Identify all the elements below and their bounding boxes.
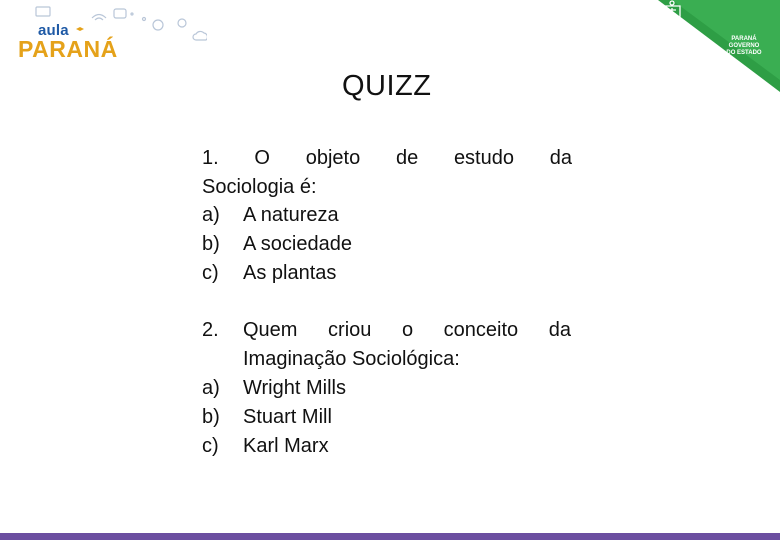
question-2-word: da: [548, 319, 571, 341]
question-2-option-b-letter: b): [202, 406, 220, 428]
question-1-number: 1.: [202, 147, 219, 169]
government-line-3: DO ESTADO: [726, 50, 762, 56]
question-2-option-c-text: Karl Marx: [243, 435, 329, 457]
question-1-option-c-text: As plantas: [243, 262, 337, 284]
question-1-line-2: Sociologia é:: [202, 176, 317, 198]
question-2-line-2: Imaginação Sociológica:: [243, 348, 460, 370]
logo-aula-text: aula: [38, 22, 69, 39]
graduation-cap-icon: [76, 26, 84, 34]
state-emblem-icon: [658, 0, 686, 30]
globe-icon: [153, 20, 163, 30]
question-2-word: conceito: [443, 319, 519, 341]
question-2-word: criou: [328, 319, 372, 341]
question-1-option-b-text: A sociedade: [243, 233, 352, 255]
question-2-option-b-text: Stuart Mill: [243, 406, 332, 428]
question-1-word: da: [549, 147, 572, 169]
gear-icon: [178, 19, 186, 27]
government-line-2: GOVERNO: [728, 43, 760, 49]
logo-parana-text: PARANÁ: [18, 36, 118, 62]
page-title: QUIZZ: [342, 70, 432, 102]
question-2-option-a-letter: a): [202, 377, 220, 399]
question-1-word: estudo: [453, 147, 514, 169]
cloud-icon: [193, 31, 207, 40]
question-2-line-1: [243, 316, 571, 345]
question-1-option-c-letter: c): [202, 262, 219, 284]
question-1-word: de: [395, 147, 419, 169]
government-corner-badge: [658, 0, 780, 92]
question-1-word: O: [254, 147, 270, 169]
question-1-line-1: [202, 144, 572, 173]
laptop-icon: [36, 7, 50, 16]
chat-icon: [114, 9, 126, 18]
question-1-option-a-text: A natureza: [243, 204, 339, 226]
question-2-number: 2.: [202, 319, 219, 341]
question-1-option-a-letter: a): [202, 204, 220, 226]
question-2-option-c-letter: c): [202, 435, 219, 457]
aula-parana-logo: [14, 6, 204, 62]
question-2-word: o: [401, 319, 414, 341]
question-2-option-a-text: Wright Mills: [243, 377, 346, 399]
question-2-word: Quem: [243, 319, 298, 341]
question-1-option-b-letter: b): [202, 233, 220, 255]
question-1-word: objeto: [305, 147, 361, 169]
government-line-1: PARANÁ: [731, 36, 757, 42]
bottom-accent-bar: [0, 533, 780, 540]
government-label: [714, 36, 774, 57]
wifi-icon: [92, 15, 106, 21]
